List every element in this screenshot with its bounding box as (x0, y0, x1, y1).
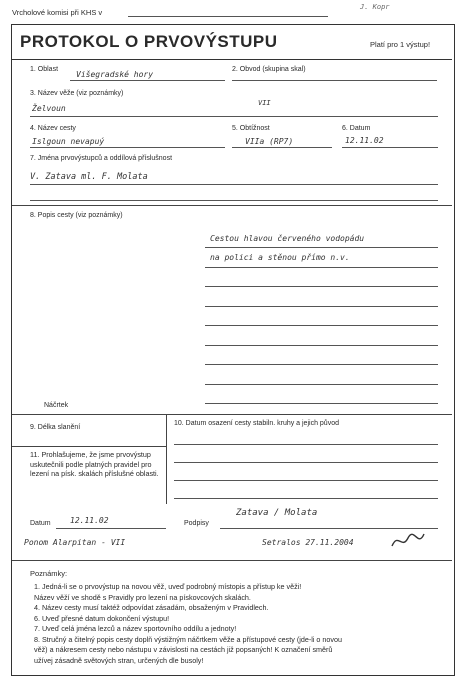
date-label: Datum (30, 520, 51, 527)
divider-9-10 (166, 414, 167, 446)
field-4-value: Islgoun nevapuý (32, 137, 105, 146)
field-10-line-2 (174, 462, 438, 463)
field-5-line (232, 147, 332, 148)
field-2-label: 2. Obvod (skupina skal) (232, 66, 306, 73)
signature: Zatava / Molata (236, 508, 318, 518)
field-3-line (30, 116, 438, 117)
divider-notes (12, 560, 452, 561)
divider-11 (12, 446, 167, 447)
description-rule (205, 403, 438, 404)
initials-scribble (388, 530, 428, 557)
field-7-label: 7. Jména prvovýstupců a oddílová příslušnost (30, 155, 173, 162)
description-rule (205, 247, 438, 248)
field-8-line-1: Cestou hlavou červeného vodopádu (210, 234, 365, 243)
field-4-line (30, 147, 225, 148)
footer-hw-right: Setralos 27.11.2004 (262, 538, 354, 547)
sign-label: Podpisy (184, 520, 209, 527)
authority-label: Vrcholové komisi při KHS v (12, 8, 103, 17)
divider-9 (12, 414, 452, 415)
note-item: 4. Název cesty musí taktéž odpovídat zásadám, obsaženým v Pravidlech. (34, 603, 269, 612)
date-line (56, 528, 166, 529)
title-divider (12, 59, 452, 60)
sign-line (220, 528, 438, 529)
field-5-label: 5. Obtížnost (232, 125, 270, 132)
field-4-label: 4. Název cesty (30, 125, 76, 132)
field-8-label: 8. Popis cesty (viz poznámky) (30, 212, 123, 219)
field-10-line-4 (174, 498, 438, 499)
authority-line (128, 16, 328, 17)
corner-note: J. Kopr (360, 3, 390, 11)
divider-8 (12, 205, 452, 206)
footer-hw-left: Ponom Alarpitan - VII (24, 538, 126, 547)
page-title: PROTOKOL O PRVOVÝSTUPU (20, 32, 278, 51)
note-item: věž) a nákresem cesty nebo nástupu v závislosti na cestách již popsaných! K označení směrů (34, 645, 333, 654)
field-5-value: VIIa (RP7) (245, 137, 294, 146)
description-rule (205, 345, 438, 346)
field-7-line (30, 184, 438, 185)
field-10-label: 10. Datum osazení cesty stabiln. kruhy a jejich původ (174, 420, 339, 427)
description-rule (205, 384, 438, 385)
field-2-line (232, 80, 437, 81)
notes-heading: Poznámky: (30, 569, 68, 578)
field-1-label: 1. Oblast (30, 66, 59, 73)
field-9-label: 9. Délka slanění (30, 424, 81, 431)
field-7-value: V. Zatava ml. F. Molata (30, 172, 148, 182)
divider-11-right (166, 446, 167, 504)
description-rule (205, 306, 438, 307)
field-6-value: 12.11.02 (345, 136, 384, 145)
field-7-line-2 (30, 200, 438, 201)
field-1-line (70, 80, 225, 81)
copy-note: Platí pro 1 výstup! (370, 40, 431, 49)
field-3-numeral: VII (258, 99, 271, 107)
description-rule (205, 286, 438, 287)
field-11-label: 11. Prohlašujeme, že jsme prvovýstup uskutečnili podle platných pravidel pro lezení na písk. skalách příslušné oblasti. (30, 450, 159, 478)
note-item: 7. Uveď celá jména lezců a název sportovního oddílu a jednoty! (34, 624, 237, 633)
field-10-line-3 (174, 480, 438, 481)
form-frame (11, 24, 455, 676)
description-rule (205, 325, 438, 326)
sketch-label: Náčrtek (44, 402, 69, 409)
note-item: 8. Stručný a čitelný popis cesty doplň výstižným náčrtkem věže a přístupové cesty (jde-li o novou (34, 634, 343, 644)
note-item: užívej zásadně světových stran, určených dle busoly! (34, 655, 204, 665)
field-6-label: 6. Datum (342, 125, 371, 132)
description-rule (205, 267, 438, 268)
note-item: Název věží ve shodě s Pravidly pro lezení na pískovcových skalách. (34, 592, 251, 602)
date-value: 12.11.02 (70, 516, 109, 525)
field-3-value: Želvoun (32, 104, 66, 113)
field-8-line-2: na polici a stěnou přímo n.v. (210, 253, 350, 262)
field-3-label: 3. Název věže (viz poznámky) (30, 90, 124, 97)
note-item: 1. Jedná-li se o prvovýstup na novou věž, uveď podrobný místopis a přístup ke věži! (34, 582, 302, 591)
field-10-line-1 (174, 444, 438, 445)
note-item: 6. Uveď přesné datum dokončení výstupu! (34, 613, 170, 623)
description-rule (205, 364, 438, 365)
field-1-value: Višegradské hory (76, 70, 154, 79)
field-6-line (342, 147, 438, 148)
